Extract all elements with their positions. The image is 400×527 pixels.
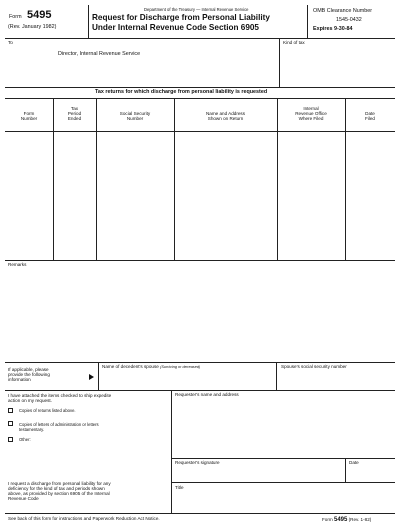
addressee: Director, Internal Revenue Service [58, 51, 141, 57]
decedent-divider-2 [276, 362, 277, 390]
arrow-right-icon [89, 374, 94, 380]
column-header-tax-period: Tax Period Ended [67, 106, 82, 121]
title-top-rule [171, 482, 395, 483]
requester-signature-label: Requester's signature [175, 460, 220, 465]
form-title-line1: Request for Discharge from Personal Liability [92, 13, 270, 22]
header-divider-right [307, 5, 308, 38]
to-bottom-rule [5, 87, 395, 88]
table-heading-rule [5, 98, 395, 99]
checkbox-other-label: Other: [19, 437, 31, 442]
checkbox-other[interactable] [8, 437, 13, 442]
remarks-bottom-rule [5, 362, 395, 363]
title-field[interactable] [175, 493, 393, 511]
form-bottom-rule [5, 513, 395, 514]
signature-top-rule [171, 458, 395, 459]
date-label: Date [349, 460, 359, 465]
date-field[interactable] [349, 468, 393, 481]
returns-table-heading: Tax returns for which discharge from personal liability is requested [95, 89, 268, 95]
date-divider [345, 458, 346, 482]
form-number: 5495 [27, 9, 52, 21]
decedent-info-note: If applicable, please provide the following information [8, 367, 50, 382]
column-header-irs-office: Internal Revenue Office Where Filed [295, 106, 327, 121]
table-cell-ssn[interactable] [97, 132, 173, 259]
request-statement: I request a discharge from personal liability for any deficiency for the kind of tax and periods shown above, as provided by section 6905 of the Internal Revenue Code [8, 481, 111, 501]
form-title-line2: Under Internal Revenue Code Section 6905 [92, 23, 259, 32]
omb-expiration: Expires 9-30-84 [313, 26, 353, 32]
kind-of-tax-field[interactable] [283, 49, 391, 85]
column-header-date-filed: Date Filed [365, 111, 375, 121]
title-label: Title [175, 485, 184, 490]
remarks-label: Remarks [8, 262, 27, 267]
to-label: To [8, 40, 13, 45]
checkbox-copies-of-returns[interactable] [8, 408, 13, 413]
requester-divider [171, 390, 172, 513]
table-cell-irs-office[interactable] [278, 132, 344, 259]
footer-form-id: Form 5495 (Rev. 1-82) [322, 517, 372, 523]
spouse-ssn-label: Spouse's social security number [281, 364, 347, 369]
column-header-ssn: Social Security Number [119, 111, 151, 121]
table-bottom-rule [5, 260, 395, 261]
table-cell-date-filed[interactable] [346, 132, 394, 259]
decedent-bottom-rule [5, 390, 395, 391]
column-header-name-address: Name and Address Shown on Return [205, 111, 246, 121]
form-label: Form [9, 14, 22, 20]
spouse-name-label: Name of decedent's spouse (Surviving or deceased) [102, 364, 201, 369]
remarks-field[interactable] [6, 271, 394, 361]
kind-of-tax-label: Kind of tax [283, 40, 305, 45]
column-header-form-number: Form Number [20, 111, 38, 121]
spouse-ssn-field[interactable] [281, 372, 393, 388]
omb-label: OMB Clearance Number [313, 8, 373, 14]
other-text-field[interactable] [36, 436, 166, 444]
header-divider-left [88, 5, 89, 38]
table-cell-tax-period[interactable] [54, 132, 95, 259]
spouse-name-field[interactable] [102, 372, 272, 388]
omb-number: 1545-0432 [336, 17, 362, 23]
checkbox-copies-of-returns-label: Copies of returns listed above. [19, 408, 76, 413]
footer-instructions: See back of this form for instructions and Paperwork Reduction Act Notice. [8, 516, 160, 521]
kind-of-tax-divider [279, 38, 280, 87]
header-bottom-rule [5, 38, 395, 39]
table-cell-name-address[interactable] [175, 132, 276, 259]
decedent-divider-1 [98, 362, 99, 390]
revision-date: (Rev. January 1982) [8, 24, 57, 30]
checkbox-letters-of-administration-label: Copies of letters of administration or letters testamentary. [19, 422, 99, 432]
requester-signature-field[interactable] [175, 468, 341, 481]
attachments-intro: I have attached the items checked to ship expedite action on my request. [8, 393, 112, 403]
checkbox-letters-of-administration[interactable] [8, 421, 13, 426]
table-cell-form-number[interactable] [6, 132, 52, 259]
requester-name-address-label: Requester's name and address [175, 392, 239, 397]
department-name: Department of the Treasury — Internal Revenue Service [144, 7, 249, 12]
requester-name-address-field[interactable] [175, 400, 393, 456]
